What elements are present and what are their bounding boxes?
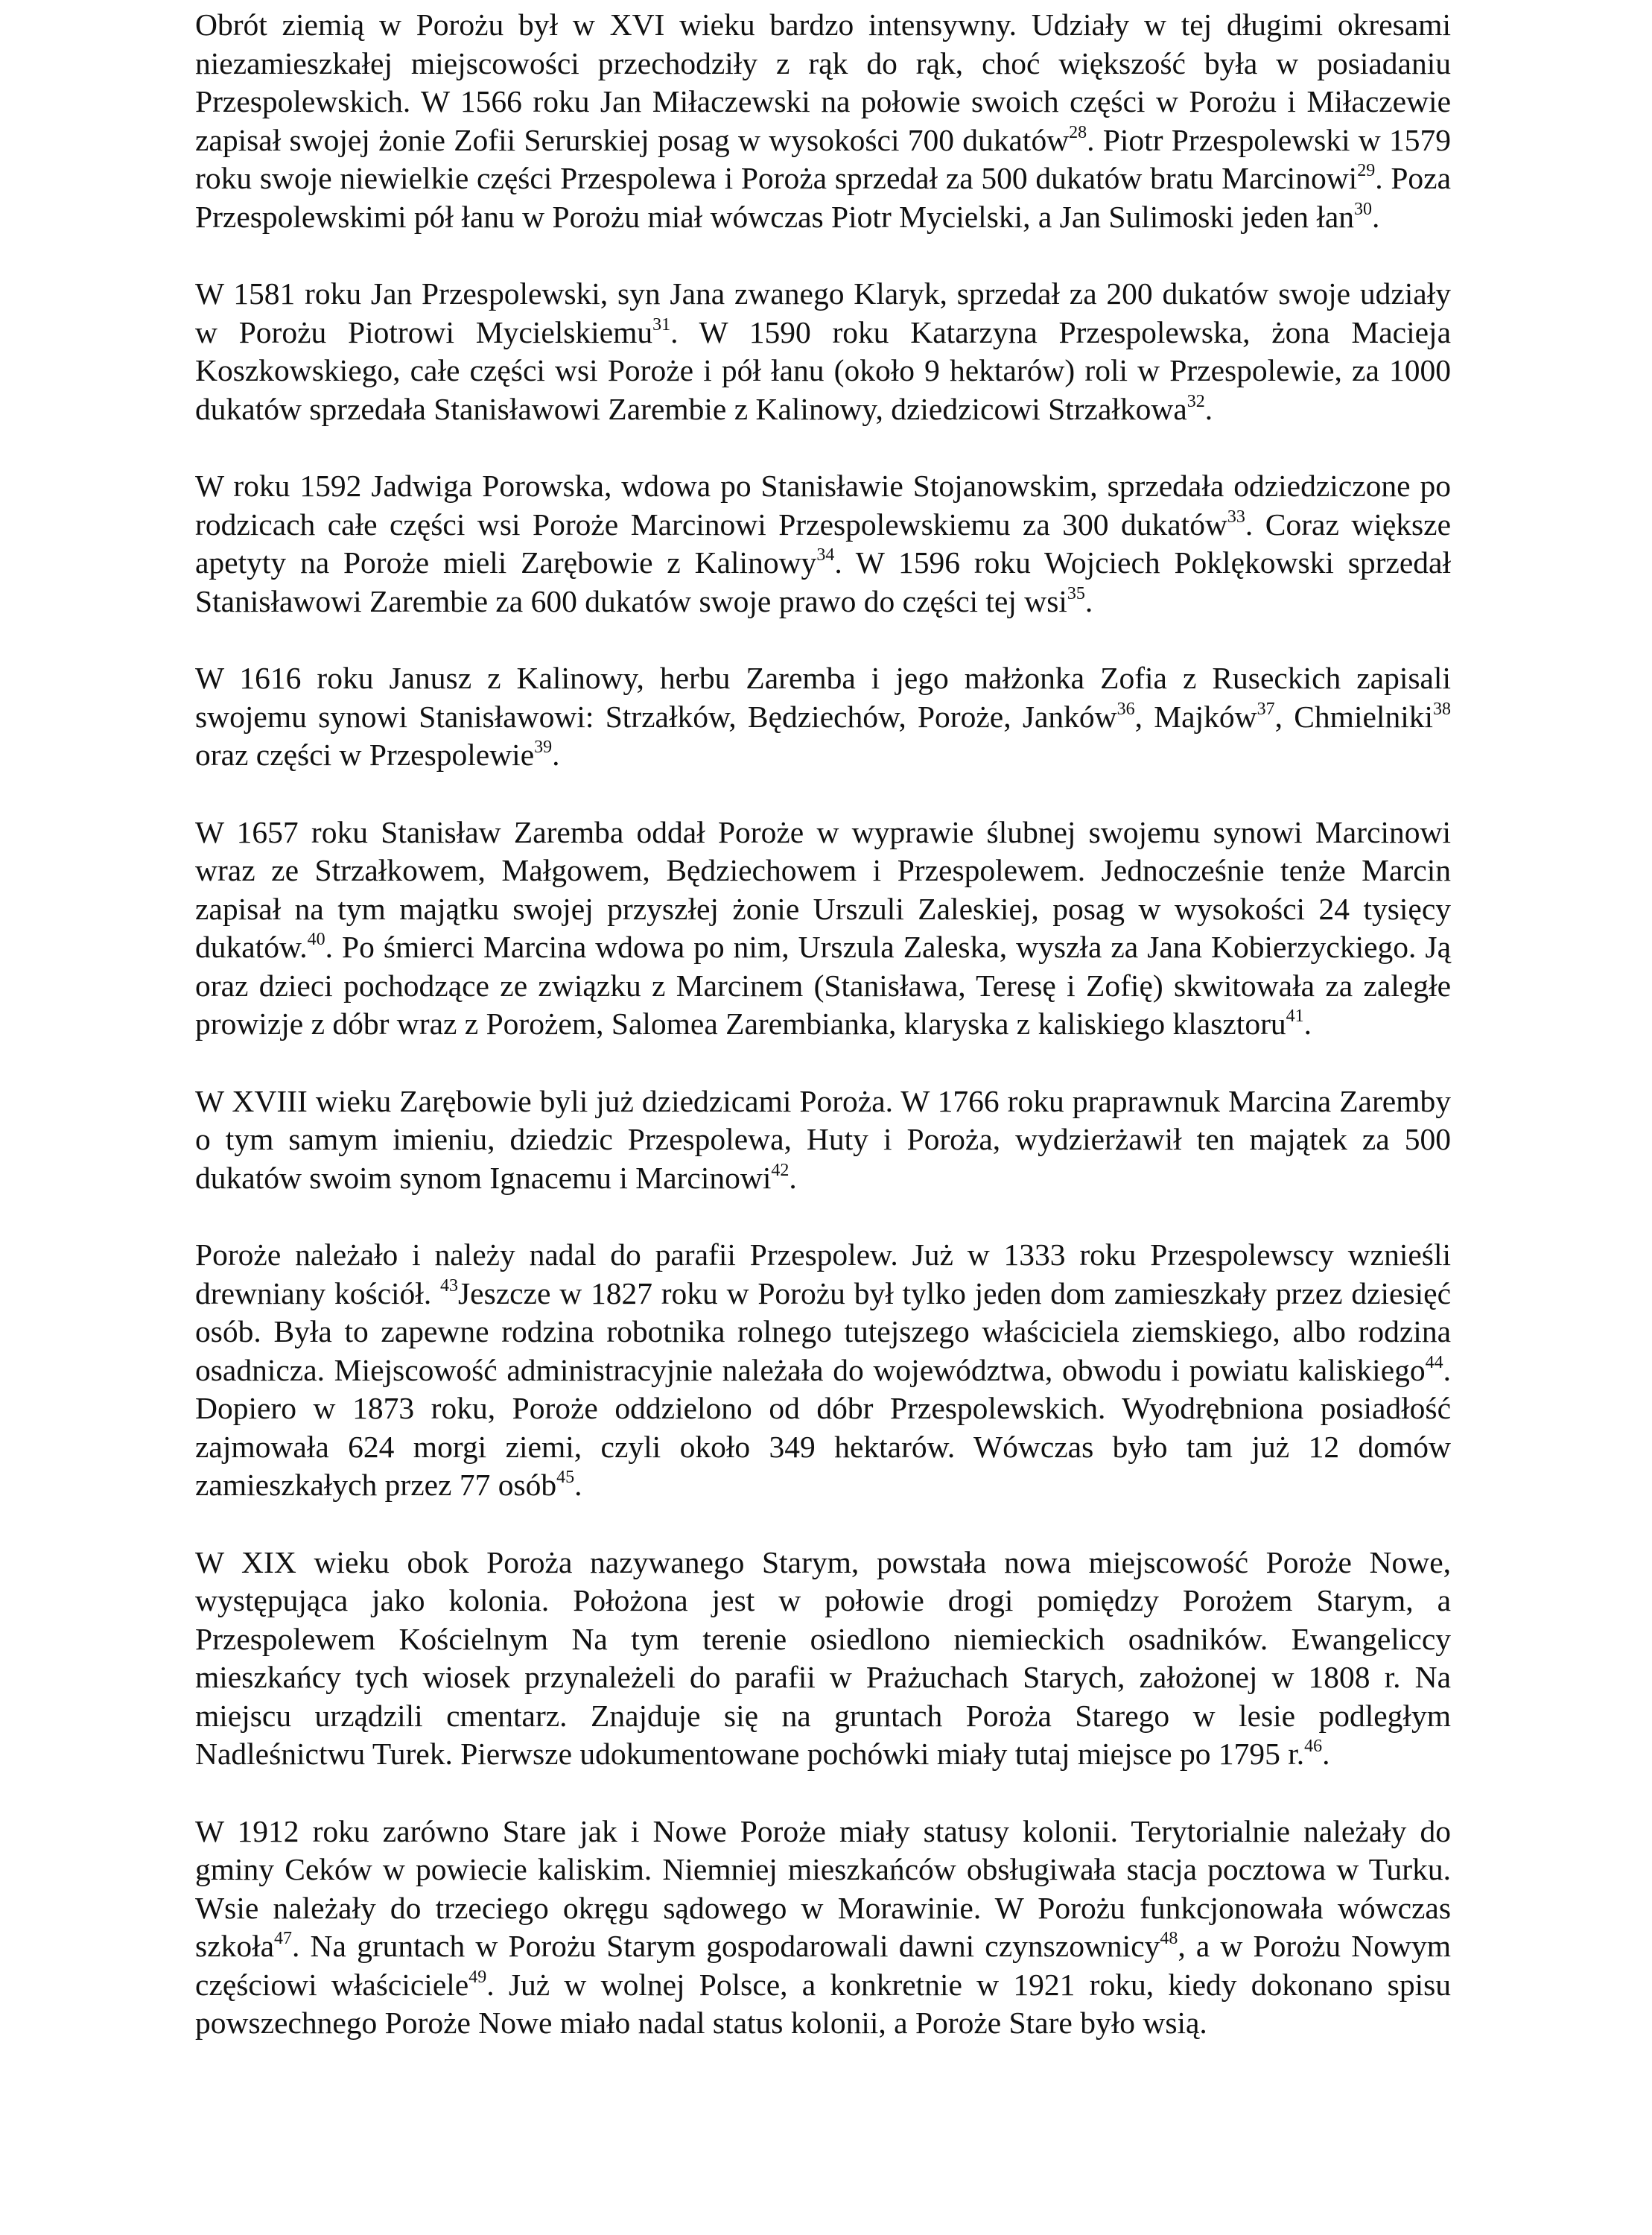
footnote-marker: 48 <box>1160 1929 1178 1948</box>
footnote-marker: 29 <box>1357 161 1376 180</box>
text-segment: . <box>1084 583 1093 618</box>
paragraph-5 <box>195 814 1451 1044</box>
paragraph-3 <box>195 467 1451 621</box>
text-segment: . Coraz większe apetyty na Poroże mieli Zarębowie z Kalinowy <box>195 507 1452 580</box>
text-segment: . Dopiero w 1873 roku, Poroże oddzielono od dóbr Przespolewskich. Wyodrębniona posiadłość zajmowała 624 morgi ziemi, czyli około 349 hektarów. Wówczas było tam już 12 domów zamieszkałych przez 77 osób <box>195 1352 1451 1502</box>
text-segment: Poroże należało i należy nadal do parafii Przespolew. Już w 1333 roku Przespolewscy wznieśli drewniany kościół. <box>195 1237 1451 1310</box>
footnote-marker: 44 <box>1425 1352 1443 1372</box>
paragraph-7 <box>195 1236 1451 1505</box>
paragraph-8 <box>195 1544 1451 1774</box>
footnote-marker: 38 <box>1433 699 1451 719</box>
footnote-marker: 31 <box>652 314 671 335</box>
footnote-marker: 41 <box>1286 1006 1304 1026</box>
text-segment: . <box>1303 1006 1312 1041</box>
text-segment: W roku 1592 Jadwiga Porowska, wdowa po Stanisławie Stojanowskim, sprzedała odziedziczone po rodzicach całe części wsi Poroże Marcinowi Przespolewskiemu za 300 dukatów <box>195 469 1451 542</box>
footnote-marker: 32 <box>1186 391 1205 411</box>
text-segment: . W 1596 roku Wojciech Poklękowski sprzedał Stanisławowi Zarembie za 600 dukatów swoje prawo do części tej wsi <box>195 545 1451 618</box>
footnote-marker: 39 <box>534 738 553 757</box>
text-segment: . <box>1322 1737 1330 1771</box>
text-segment: . Na gruntach w Porożu Starym gospodarowali dawni czynszownicy <box>292 1929 1160 1963</box>
footnote-marker: 47 <box>274 1929 293 1948</box>
text-segment: . Po śmierci Marcina wdowa po nim, Urszula Zaleska, wyszła za Jana Kobierzyckiego. Ją oraz dzieci pochodzące ze związku z Marcinem (Stanisława, Teresę i Zofię) skwitowała za zaległe prowizje z dóbr wraz z Porożem, Salomea Zarembianka, klaryska z kaliskiego klasztoru <box>195 930 1451 1041</box>
footnote-marker: 49 <box>468 1967 487 1987</box>
footnote-marker: 33 <box>1227 507 1245 527</box>
footnote-marker: 42 <box>771 1160 790 1180</box>
footnote-marker: 37 <box>1257 699 1275 719</box>
text-segment: Obrót ziemią w Porożu był w XVI wieku bardzo intensywny. Udziały w tej długimi okresami niezamieszkałej miejscowości przechodziły z rąk do rąk, choć większość była w posiadaniu Przespolewskich. W 1566 roku Jan Miłaczewski na połowie swoich części w Porożu i Miłaczewie zapisał swojej żonie Zofii Serurskiej posag w wysokości 700 dukatów <box>195 7 1451 157</box>
text-segment: . Poza Przespolewskimi pół łanu w Porożu miał wówczas Piotr Mycielski, a Jan Sulimoski jeden łan <box>195 161 1451 234</box>
footnote-marker: 46 <box>1304 1737 1323 1756</box>
footnote-marker: 43 <box>440 1275 458 1296</box>
paragraph-4 <box>195 659 1451 775</box>
footnote-marker: 36 <box>1116 699 1135 719</box>
text-segment: W XVIII wieku Zarębowie byli już dziedzicami Poroża. W 1766 roku praprawnuk Marcina Zaremby o tym samym imieniu, dziedzic Przespolewa, Huty i Poroża, wydzierżawił ten majątek za 500 dukatów swoim synom Ignacemu i Marcinowi <box>195 1083 1451 1195</box>
text-segment: W 1581 roku Jan Przespolewski, syn Jana zwanego Klaryk, sprzedał za 200 dukatów swoje udziały w Porożu Piotrowi Mycielskiemu <box>195 276 1451 349</box>
paragraph-6 <box>195 1082 1451 1198</box>
footnote-marker: 30 <box>1354 199 1373 219</box>
text-segment: . <box>789 1160 797 1195</box>
paragraph-1 <box>195 6 1451 236</box>
text-segment: . W 1590 roku Katarzyna Przespolewska, żona Macieja Koszkowskiego, całe części wsi Poroże i pół łanu (około 9 hektarów) roli w Przespolewie, za 1000 dukatów sprzedała Stanisławowi Zarembie z Kalinowy, dziedzicowi Strzałkowa <box>195 314 1451 426</box>
text-segment: . Już w wolnej Polsce, a konkretnie w 1921 roku, kiedy dokonano spisu powszechnego Poroże Nowe miało nadal status kolonii, a Poroże Stare było wsią. <box>195 1967 1452 2040</box>
text-segment: oraz części w Przespolewie <box>195 738 535 772</box>
text-segment: . Piotr Przespolewski w 1579 roku swoje niewielkie części Przespolewa i Poroża sprzedał za 500 dukatów bratu Marcinowi <box>195 122 1451 195</box>
text-segment: Jeszcze w 1827 roku w Porożu był tylko jeden dom zamieszkały przez dziesięć osób. Była to zapewne rodzina robotnika rolnego tutejszego właściciela ziemskiego, albo rodzina osadnicza. Miejscowość administracyjnie należała do województwa, obwodu i powiatu kaliskiego <box>195 1275 1451 1387</box>
footnote-marker: 35 <box>1067 583 1085 603</box>
text-segment: , Chmielniki <box>1274 699 1433 734</box>
text-segment: . <box>552 738 560 772</box>
text-segment: W 1616 roku Janusz z Kalinowy, herbu Zaremba i jego małżonka Zofia z Ruseckich zapisali swojemu synowi Stanisławowi: Strzałków, Będziechów, Poroże, Janków <box>195 661 1451 734</box>
footnote-marker: 40 <box>307 930 325 949</box>
text-segment: W 1912 roku zarówno Stare jak i Nowe Poroże miały statusy kolonii. Terytorialnie należały do gminy Ceków w powiecie kaliskim. Niemniej mieszkańców obsługiwała stacja pocztowa w Turku. Wsie należały do trzeciego okręgu sądowego w Morawinie. W Porożu funkcjonowała wówczas szkoła <box>195 1813 1451 1963</box>
paragraph-2 <box>195 275 1451 428</box>
footnote-marker: 34 <box>816 545 835 565</box>
text-segment: W 1657 roku Stanisław Zaremba oddał Poroże w wyprawie ślubnej swojemu synowi Marcinowi wraz ze Strzałkowem, Małgowem, Będziechowem i Przespolewem. Jednocześnie tenże Marcin zapisał na tym majątku swojej przyszłej żonie Urszuli Zaleskiej, posag w wysokości 24 tysięcy dukatów. <box>195 814 1451 964</box>
paragraph-9 <box>195 1813 1451 2043</box>
text-segment: W XIX wieku obok Poroża nazywanego Starym, powstała nowa miejscowość Poroże Nowe, występująca jako kolonia. Położona jest w połowie drogi pomiędzy Porożem Starym, a Przespolewem Kościelnym Na tym terenie osiedlono niemieckich osadników. Ewangeliccy mieszkańcy tych wiosek przynależeli do parafii w Prażuchach Starych, założonej w 1808 r. Na miejscu urządzili cmentarz. Znajduje się na gruntach Poroża Starego w lesie podległym Nadleśnictwu Turek. Pierwsze udokumentowane pochówki miały tutaj miejsce po 1795 r. <box>195 1544 1451 1771</box>
text-segment: . <box>1204 391 1213 426</box>
footnote-marker: 45 <box>556 1468 575 1487</box>
text-segment: . <box>574 1468 582 1502</box>
text-segment: , Majków <box>1134 699 1257 734</box>
footnote-marker: 28 <box>1069 122 1087 142</box>
text-segment: . <box>1372 199 1380 234</box>
text-segment: , a w Porożu Nowym częściowi właściciele <box>195 1929 1451 2002</box>
